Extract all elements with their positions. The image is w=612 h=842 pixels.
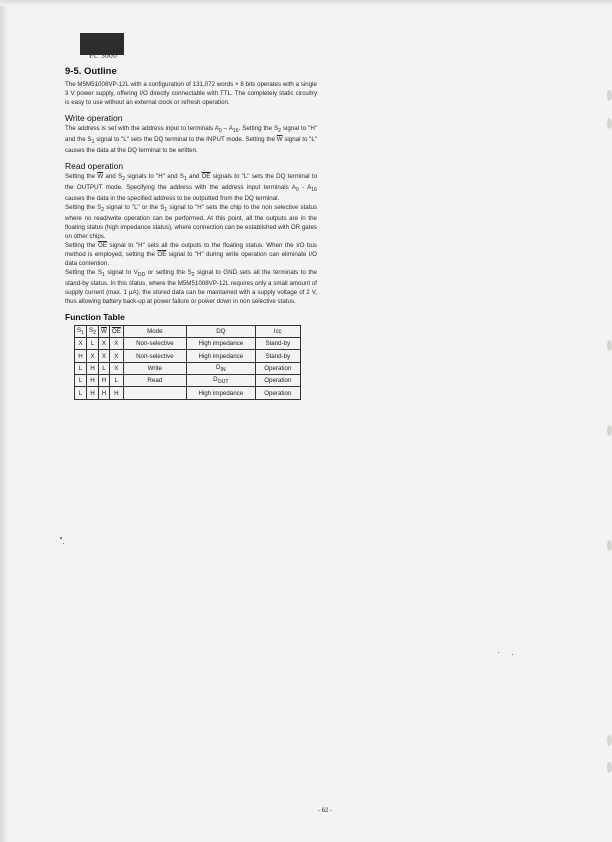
binder-hole bbox=[607, 735, 612, 746]
cell-s1: L bbox=[75, 362, 87, 374]
cell-s1: H bbox=[75, 350, 87, 362]
cell-dq: High impedance bbox=[186, 337, 255, 349]
table-row bbox=[75, 350, 301, 362]
cell-dq: $D_{IN}$ bbox=[186, 362, 255, 374]
table-row bbox=[75, 375, 301, 387]
cell-mode: Non-selective bbox=[123, 350, 186, 362]
cell-s2: H bbox=[87, 362, 99, 374]
header-oe: $\overline{OE}$ bbox=[109, 325, 123, 337]
cell-oe: L bbox=[109, 375, 123, 387]
scan-speck bbox=[498, 652, 499, 653]
cell-dq: High impedance bbox=[186, 387, 255, 399]
scan-edge-top bbox=[0, 0, 612, 6]
cell-s1: L bbox=[75, 387, 87, 399]
cell-w: X bbox=[99, 337, 110, 349]
cell-oe: H bbox=[109, 387, 123, 399]
cell-icc: Operation bbox=[255, 362, 300, 374]
outline-paragraph: The M5M51008VP-12L with a configuration of 131,072 words × 8 bits operates with a single 3 V power supply, offering I/O directly connectable with TTL. The completely static circuitry is easy to use without an external clock or refresh operation. bbox=[65, 81, 317, 106]
binder-hole bbox=[607, 762, 612, 773]
cell-s2: X bbox=[87, 350, 99, 362]
cell-oe: X bbox=[109, 362, 123, 374]
binder-hole bbox=[607, 425, 612, 436]
scan-speck bbox=[63, 543, 64, 544]
read-operation-heading: Read operation bbox=[65, 160, 124, 171]
cell-mode bbox=[123, 387, 186, 399]
cell-mode: Write bbox=[123, 362, 186, 374]
read-operation-paragraph-3: Setting the $\overline{OE}$ signal to "H" sets all the outputs to the floating status. When the I/O bus method is employed, setting the $\overline{OE}$ signal to "H" during write operation can eliminate I/O data contention. bbox=[65, 241, 317, 267]
cell-mode: Non-selective bbox=[123, 337, 186, 349]
read-operation-paragraph-1: Setting the $\overline{W}$ and $S_2$ signals to "H" and $S_1$ and $\overline{OE}$ signals to "L" sets the DQ terminal to the OUTPUT mode. Specifying the address with the address input terminals $A_0 - A_{16}$ causes the data in the specified address to be outputted from the DQ terminal. bbox=[65, 172, 318, 203]
cell-s1: L bbox=[75, 375, 87, 387]
page-number: - 62 - bbox=[318, 808, 333, 814]
cell-oe: X bbox=[109, 337, 123, 349]
cell-dq: High impedance bbox=[186, 350, 255, 362]
cell-mode: Read bbox=[123, 375, 186, 387]
header-label: PC 3000 bbox=[89, 51, 118, 60]
cell-w: X bbox=[99, 350, 110, 362]
cell-s2: H bbox=[87, 375, 99, 387]
header-s1: $S_1$ bbox=[75, 325, 87, 337]
cell-icc: Operation bbox=[255, 387, 300, 399]
cell-icc: Operation bbox=[255, 375, 300, 387]
cell-w: H bbox=[99, 387, 110, 399]
cell-s2: H bbox=[87, 387, 99, 399]
binder-hole bbox=[607, 540, 612, 551]
cell-dq: $D_{OUT}$ bbox=[186, 375, 255, 387]
cell-w: H bbox=[99, 375, 110, 387]
cell-w: L bbox=[99, 362, 110, 374]
header-w: $\overline{W}$ bbox=[99, 325, 110, 337]
write-operation-paragraph: The address is set with the address input to terminals $A_0 - A_{16}$. Setting the $S_2$ signal to "H" and the $S_1$ signal to "L" sets the DQ terminal to the INPUT mode. Setting the $\overline{W}$ signal to "L" causes the data at the DQ terminal to be written. bbox=[65, 124, 317, 154]
scan-speck bbox=[60, 537, 62, 539]
header-mode: Mode bbox=[123, 325, 186, 337]
table-row bbox=[75, 387, 301, 399]
read-operation-paragraph-4: Setting the $S_1$ signal to $V_{DD}$ or setting the $S_2$ signal to GND sets all the terminals to the stand-by status. In this status, where the M5M51008VP-12L requires only a small amount of supply current (max. 1 µA), the stored data can be maintained with a supply voltage of 2 V, thus allowing battery back-up at power failure or power down in non selective status. bbox=[65, 268, 317, 305]
binder-hole bbox=[607, 90, 612, 101]
section-title: 9-5. Outline bbox=[65, 66, 117, 77]
page-content bbox=[65, 66, 317, 400]
scan-edge bbox=[0, 0, 8, 842]
read-operation-paragraph-2: Setting the $S_2$ signal to "L" or the $S_1$ signal to "H" sets the chip to the non selective status where no read/write operation can be performed. At this point, all the outputs are in the floating status (high impedance status), where connection can be established with OR gates on other chips. bbox=[65, 204, 317, 241]
cell-icc: Stand-by bbox=[255, 337, 300, 349]
table-row bbox=[75, 362, 301, 374]
binder-hole bbox=[607, 340, 612, 351]
write-operation-heading: Write operation bbox=[65, 112, 123, 123]
cell-s1: X bbox=[75, 337, 87, 349]
header-dq: DQ bbox=[186, 325, 255, 337]
binder-hole bbox=[607, 118, 612, 129]
function-table bbox=[74, 325, 301, 400]
cell-oe: X bbox=[109, 350, 123, 362]
scan-speck bbox=[512, 654, 513, 655]
header-s2: $S_2$ bbox=[87, 325, 99, 337]
cell-s2: L bbox=[87, 337, 99, 349]
function-table-title: Function Table bbox=[65, 311, 125, 322]
header-icc: Icc bbox=[255, 325, 300, 337]
table-row bbox=[75, 337, 301, 349]
function-table-header-row bbox=[75, 325, 301, 337]
cell-icc: Stand-by bbox=[255, 350, 300, 362]
